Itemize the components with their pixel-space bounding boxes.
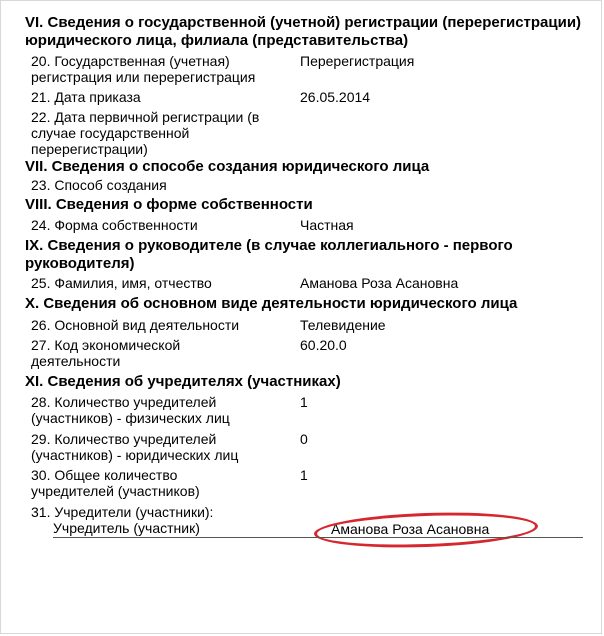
field-22-label: 22. Дата первичной регистрации (в случае государственной перерегистрации): [31, 109, 260, 157]
section-7-title: VII. Сведения о способе создания юридического лица: [25, 158, 430, 175]
field-25-value: Аманова Роза Асановна: [300, 275, 459, 291]
field-26-value: Телевидение: [300, 317, 386, 333]
field-28-value: 1: [300, 394, 308, 410]
highlight-ellipse: [313, 509, 538, 551]
section-9-title: IX. Сведения о руководителе (в случае коллегиального - первого руководителя): [25, 237, 513, 272]
field-29-label: 29. Количество учредителей (участников) - юридических лиц: [31, 431, 239, 463]
field-20-value: Перерегистрация: [300, 53, 415, 69]
field-30-label: 30. Общее количество учредителей (участников): [31, 467, 200, 499]
field-24-value: Частная: [300, 217, 354, 233]
founder-divider: [53, 537, 583, 538]
section-10-title: X. Сведения об основном виде деятельности юридического лица: [25, 295, 518, 312]
field-27-value: 60.20.0: [300, 337, 347, 353]
section-11-title: XI. Сведения об учредителях (участниках): [25, 373, 341, 390]
field-29-value: 0: [300, 431, 308, 447]
field-21-value: 26.05.2014: [300, 89, 371, 105]
field-27-label: 27. Код экономической деятельности: [31, 337, 181, 369]
field-26-label: 26. Основной вид деятельности: [31, 317, 240, 333]
field-24-label: 24. Форма собственности: [31, 217, 198, 233]
field-28-label: 28. Количество учредителей (участников) - физических лиц: [31, 394, 230, 426]
field-31-label: 31. Учредители (участники):: [31, 504, 214, 520]
section-8-title: VIII. Сведения о форме собственности: [25, 196, 313, 213]
field-21-label: 21. Дата приказа: [31, 89, 141, 105]
founder-name-value: Аманова Роза Асановна: [331, 521, 490, 537]
field-30-value: 1: [300, 467, 308, 483]
founder-label: Учредитель (участник): [53, 520, 200, 536]
field-20-label: 20. Государственная (учетная) регистрация или перерегистрация: [31, 53, 256, 85]
field-25-label: 25. Фамилия, имя, отчество: [31, 275, 212, 291]
section-6-title: VI. Сведения о государственной (учетной) регистрации (перерегистрации) юридического лица, филиала (представительства): [25, 14, 582, 49]
field-23-label: 23. Способ создания: [31, 177, 167, 193]
